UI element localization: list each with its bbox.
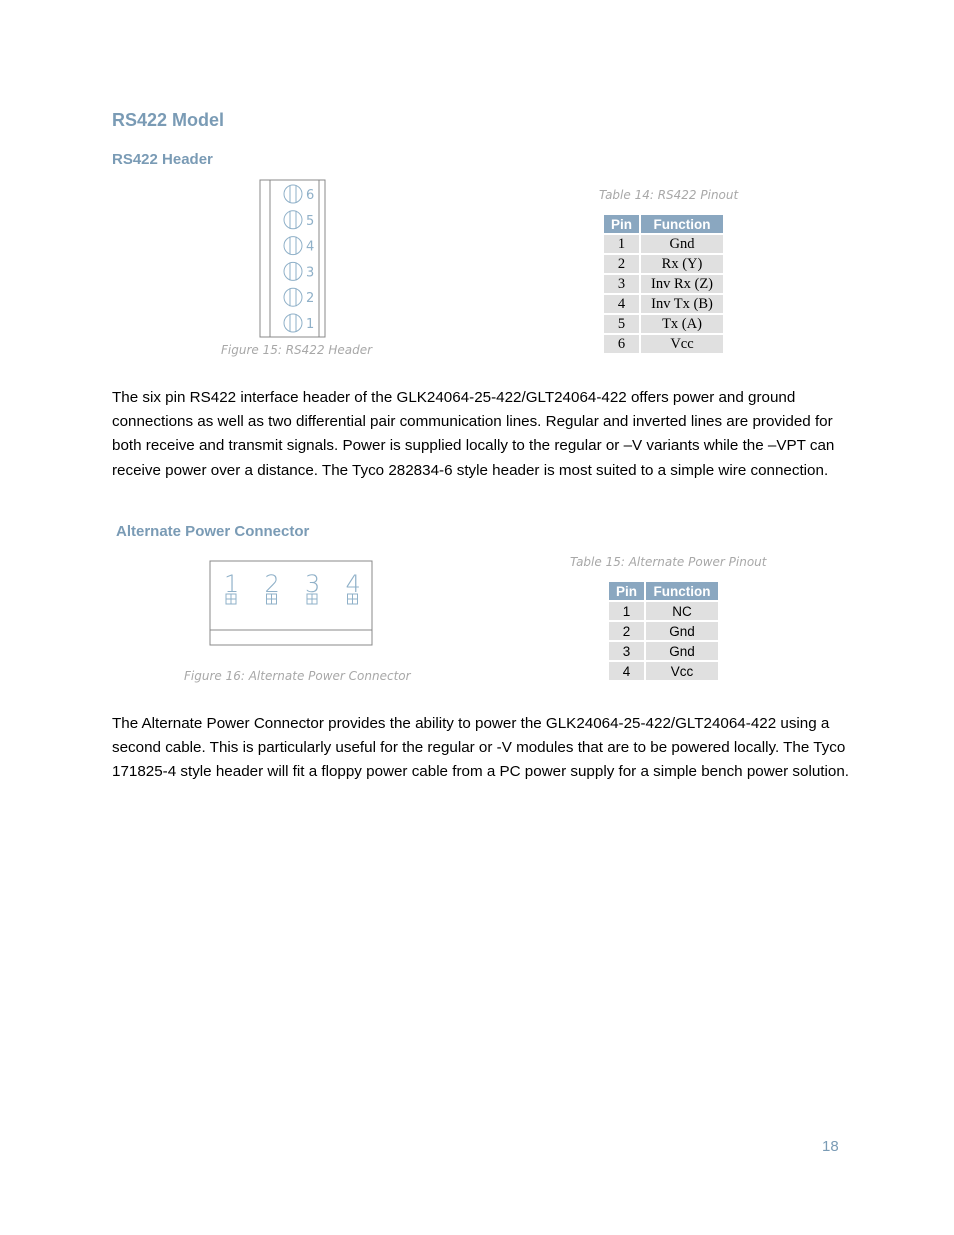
figure-16-caption: Figure 16: Alternate Power Connector — [184, 669, 411, 683]
alternate-power-connector-figure — [205, 556, 380, 651]
rs422-paragraph: The six pin RS422 interface header of the GLK24064-25-422/GLT24064-422 offers power and ground connections as well as two differential pair communication lines. Regular and inverted lines are provided for both receive and transmit signals. Power is supplied locally to the regular or –V variants while the –VPT can receive power over a distance. The Tyco 282834-6 style header is most suited to a simple wire connection. — [112, 389, 835, 479]
header-pin-label: 3 — [306, 265, 315, 281]
header-pin-label: 4 — [306, 239, 315, 255]
header-pin-icon — [284, 185, 302, 203]
rs422-pinout-table — [602, 213, 725, 355]
function-cell: Vcc — [641, 335, 723, 353]
connector-pin-label: 2 — [264, 570, 280, 598]
function-cell: Inv Tx (B) — [641, 295, 723, 313]
alternate-power-paragraph: The Alternate Power Connector provides the ability to power the GLK24064-25-422/GLT24064-422 using a second cable. This is particularly useful for the regular or -V modules that are to be powered locally. The Tyco 171825-4 style header will fit a floppy power cable from a PC power supply for a simple bench power solution. — [112, 715, 849, 781]
figure-15-caption: Figure 15: RS422 Header — [221, 343, 373, 357]
rs422-description — [112, 386, 852, 483]
table-row — [604, 295, 723, 313]
header-pin-label: 2 — [306, 291, 315, 307]
table-row — [609, 642, 718, 660]
header-pin-icon — [284, 262, 302, 280]
pin-cell: 3 — [604, 275, 639, 293]
header-pin-icon — [284, 314, 302, 332]
table-row — [604, 275, 723, 293]
header-pin-label: 5 — [306, 213, 315, 229]
table-header-pin: Pin — [604, 215, 639, 233]
pin-cell: 1 — [609, 602, 644, 620]
page-heading: RS422 Model — [112, 110, 225, 130]
function-cell: Gnd — [646, 622, 718, 640]
pin-cell: 4 — [609, 662, 644, 680]
alternate-power-pinout-table — [607, 580, 720, 682]
connector-pin-label: 1 — [224, 570, 240, 598]
table-row — [609, 662, 718, 680]
section-title-rs422-header: RS422 Header — [112, 151, 213, 168]
header-pin-label: 6 — [306, 188, 315, 203]
pin-cell: 6 — [604, 335, 639, 353]
table-row — [604, 235, 723, 253]
function-cell: Gnd — [641, 235, 723, 253]
pin-cell: 2 — [609, 622, 644, 640]
table-header-function: Function — [641, 215, 723, 233]
header-pin-icon — [284, 288, 302, 306]
pin-cell: 1 — [604, 235, 639, 253]
table-row — [609, 602, 718, 620]
header-pin-label: 1 — [306, 317, 315, 332]
pin-cell: 2 — [604, 255, 639, 273]
function-cell: Vcc — [646, 662, 718, 680]
table-15-caption: Table 15: Alternate Power Pinout — [570, 555, 767, 569]
function-cell: Rx (Y) — [641, 255, 723, 273]
function-cell: Tx (A) — [641, 315, 723, 333]
table-header-function: Function — [646, 582, 718, 600]
page-number: 18 — [822, 1138, 839, 1155]
connector-pin-label: 4 — [345, 570, 361, 598]
section-title-alternate-power: Alternate Power Connector — [116, 523, 310, 540]
table-14-caption: Table 14: RS422 Pinout — [599, 188, 739, 202]
table-header-pin: Pin — [609, 582, 644, 600]
header-pin-icon — [284, 211, 302, 229]
table-row — [604, 335, 723, 353]
rs422-header-figure — [255, 176, 335, 342]
header-pin-icon — [284, 237, 302, 255]
pin-cell: 4 — [604, 295, 639, 313]
pin-cell: 5 — [604, 315, 639, 333]
table-row — [609, 622, 718, 640]
alternate-power-description — [112, 712, 852, 785]
table-row — [604, 255, 723, 273]
function-cell: Inv Rx (Z) — [641, 275, 723, 293]
table-row — [604, 315, 723, 333]
function-cell: Gnd — [646, 642, 718, 660]
connector-pin-label: 3 — [305, 570, 321, 598]
pin-cell: 3 — [609, 642, 644, 660]
function-cell: NC — [646, 602, 718, 620]
